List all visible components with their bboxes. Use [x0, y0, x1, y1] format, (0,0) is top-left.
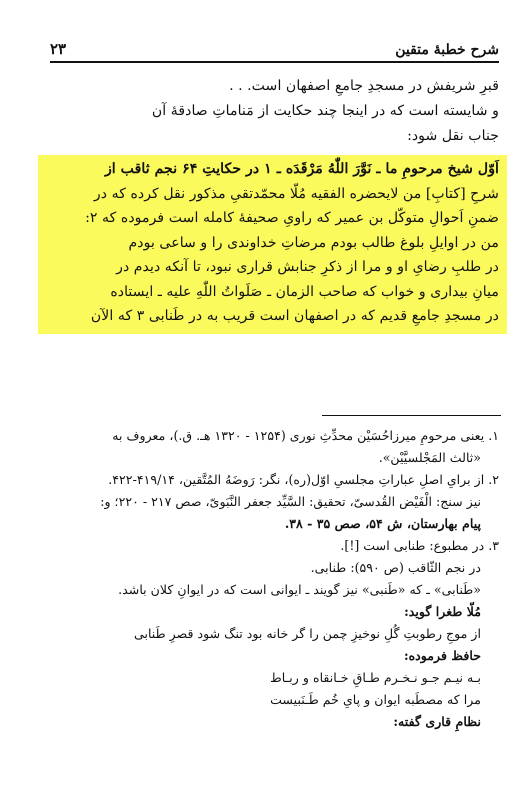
footnote-3-line-4: مُلّا طغرا گوید:	[404, 604, 481, 619]
highlight-line-7: در مسجدِ جامعِ قدیم که در اصفهان است قریب به در طَنابی ۳ که الآن	[90, 308, 499, 324]
footnote-3-verse-2b: مرا که مصطَبه ایوان و پایِ خُم طَـنَبیست	[270, 692, 481, 707]
footnotes	[50, 425, 499, 733]
main-text	[50, 74, 499, 334]
highlight-line-3: ضمنِ اَحوالِ متوکّل بن عمیر که راویِ صحیفهٔ کامله است فرموده که ۲:	[85, 210, 499, 226]
footnote-3-line-6: حافظ فرموده:	[403, 648, 481, 663]
intro-line-1: قبرِ شریفش در مسجدِ جامعِ اصفهان است. . .	[229, 78, 499, 94]
footnote-3-line-9: نظامِ قاری گفته:	[393, 714, 481, 729]
footnote-3-verse-1: از موجِ رطوبتِ گُلِ نوخیزِ چمن را گر خانه بود تنگ شود قصرِ طَنابی	[133, 626, 481, 641]
footnote-3-line-1: ۳. در مطبوع: طنابی است [!].	[340, 538, 499, 553]
footnote-1-line-1: ۱. یعنی مرحومِ میرزاحُسَیْن محدِّثِ نوری (۱۲۵۴ - ۱۳۲۰ هـ. ق.)، معروف به	[112, 428, 499, 443]
footnote-separator	[322, 415, 501, 416]
page-header	[50, 33, 499, 63]
highlight-line-1: اَوّل شیخ مرحومِ ما ـ نَوَّرَ اللّٰهُ مَرْقَدَه ـ ۱ در حکایتِ ۶۴ نجم ثاقب از	[104, 161, 499, 177]
footnote-3-verse-2a: بـه نیـم جـو نـخـرم طـاقِ خـانقاه و ربـاط	[270, 670, 481, 685]
highlight-line-4: من در اوایلِ بلوغ طالب بودم مرضاتِ خداوندی را و ساعی بودم	[128, 234, 499, 251]
highlight-line-6: میانِ بیداری و خواب که صاحب الزمان ـ صَلَواتُ اللّٰهِ علیه ـ ایستاده	[110, 283, 499, 300]
footnote-1-line-2: «ثالث المَجْلسیَّیْن».	[378, 450, 481, 465]
intro-line-3: جناب نقل شود:	[407, 128, 499, 144]
footnote-2-line-2: نیز سنج: الْفَیْض القُدسیّ، تحقیق: السَّیِّد جعفر النَّبَویّ، صص ۲۱۷ - ۲۲۰؛ و:	[100, 494, 481, 509]
running-title: شرح خطبهٔ متقین	[395, 42, 499, 58]
footnote-3-line-2: در نجم الثّاقب (ص ۵۹۰): طنابی.	[310, 560, 481, 575]
highlight-line-2: شرحِ [کتابِ] من لایحضره الفقیه مُلّا محمّدتقیِ مذکور نقل کرده که در	[93, 185, 499, 202]
highlight-line-5: در طلبِ رضایِ او و مرا از ذکرِ جنابش قراری نبود، تا آنکه دیدم در	[116, 259, 499, 275]
footnote-3-line-3: «طَنابی» ـ که «طَنبی» نیز گویند ـ ایوانی است که در ایوانِ کلان باشد.	[118, 582, 481, 597]
page-number: ۲۳	[50, 40, 67, 58]
footnote-2-line-3: پیام بهارستان، ش ۵۴، صص ۳۵ - ۳۸.	[284, 516, 481, 531]
intro-line-2: و شایسته است که در اینجا چند حکایت از مَناماتِ صادقهٔ آن	[151, 103, 499, 119]
footnote-2-line-1: ۲. از برایِ اصلِ عباراتِ مجلسیِ اوّل(ره)، نگر: رَوضَهُ المُتَّقین، ۴۱۹/۱۴-۴۲۲.	[108, 472, 499, 487]
highlighted-passage	[38, 155, 507, 334]
